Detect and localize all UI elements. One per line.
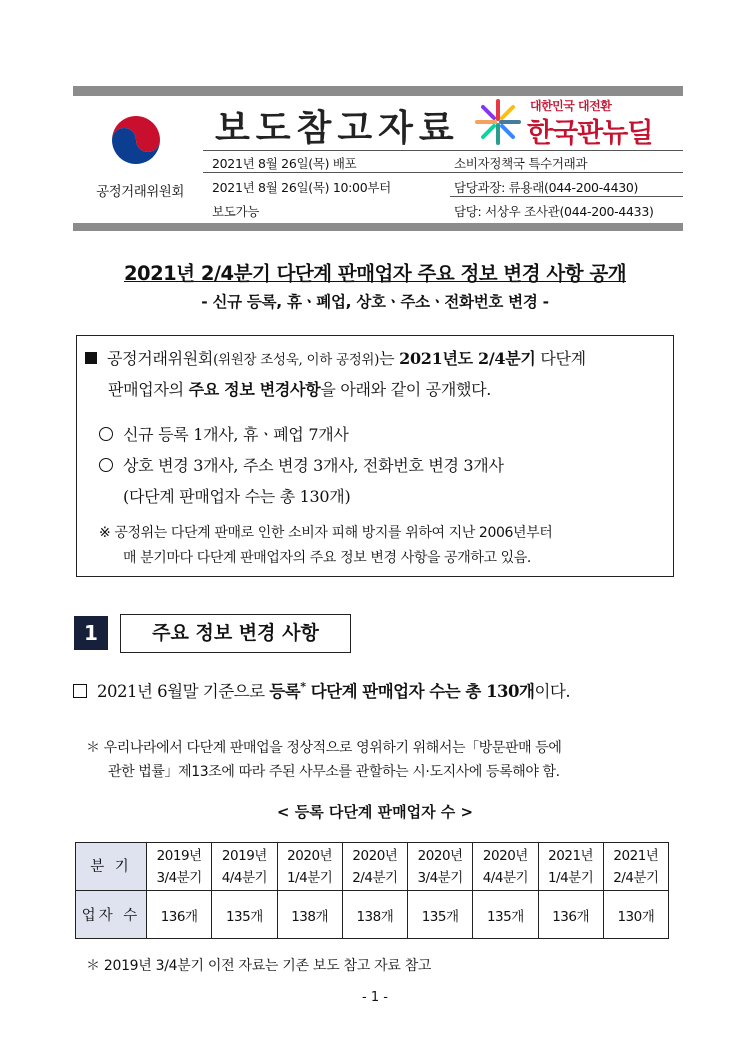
new-deal-logo [475,97,685,147]
column-header: 2020년 4/4분기 [473,843,538,891]
table-cell: 138개 [277,891,342,939]
section-note-line-1: ＊ 우리나라에서 다단계 판매업을 정상적으로 영위하기 위해서는「방문판매 등에 [86,740,562,756]
page-number: - 1 - [362,990,388,1005]
table-cell: 136개 [538,891,603,939]
embargo-time: 2021년 8월 26일(목) 10:00부터 [212,180,391,195]
column-header: 2020년 1/4분기 [277,843,342,891]
brand-slogan: 대한민국 대전환 [530,99,612,113]
table-header-row [76,843,669,891]
square-bullet-icon [85,352,97,364]
checkbox-bullet-icon [73,684,87,698]
manager-contact: 담당과장: 류용래(044-200-4430) [454,180,639,195]
column-header: 2019년 3/4분기 [147,843,212,891]
column-header: 2021년 1/4분기 [538,843,603,891]
table-footnote: ＊ 2019년 3/4분기 이전 자료는 기존 보도 참고 자료 참고 [86,958,432,974]
column-header: 2020년 2/4분기 [342,843,407,891]
table-cell: 135개 [473,891,538,939]
header-rule [203,150,683,151]
table-row [76,891,669,939]
registrants-table [75,842,669,939]
summary-bullet-1: 신규 등록 1개사, 휴ㆍ폐업 7개사 [99,422,349,445]
section-paragraph: 2021년 6월말 기준으로 등록* 다단계 판매업자 수는 총 130개이다. [73,678,570,702]
row-header-period: 분 기 [76,843,147,891]
table-cell: 135개 [408,891,473,939]
table-cell: 136개 [147,891,212,939]
column-header: 2021년 2/4분기 [603,843,668,891]
distribution-date: 2021년 8월 26일(목) 배포 [212,156,357,171]
org-name: 공정거래위원회 [96,184,184,200]
brand-name: 한국판뉴딜 [527,118,653,149]
circle-bullet-icon [99,458,113,472]
doc-type-title: 보도참고자료 [215,108,460,149]
circle-bullet-icon [99,427,113,441]
section-note-line-2: 관한 법률」제13조에 따라 주된 사무소를 관할하는 시·도지사에 등록해야 함. [108,764,560,780]
press-subtitle: - 신규 등록, 휴ㆍ폐업, 상호ㆍ주소ㆍ전화번호 변경 - [201,293,549,311]
table-caption: < 등록 다단계 판매업자 수 > [276,803,474,821]
column-header: 2019년 4/4분기 [212,843,277,891]
table-cell: 135개 [212,891,277,939]
department: 소비자정책국 특수거래과 [454,156,588,171]
summary-box [76,335,674,577]
staff-contact: 담당: 서상우 조사관(044-200-4433) [454,204,654,219]
summary-note-line-1: ※ 공정위는 다단계 판매로 인한 소비자 피해 방지를 위하여 지난 2006년부터 [99,525,553,541]
header-rule [203,172,683,173]
summary-bullet-3: (다단계 판매업자 수는 총 130개) [123,487,351,506]
table-cell: 130개 [603,891,668,939]
summary-bullet-2: 상호 변경 3개사, 주소 변경 3개사, 전화번호 변경 3개사 [99,453,504,476]
table-cell: 138개 [342,891,407,939]
ftc-emblem-icon [106,110,166,170]
header-top-rule [73,86,683,96]
header-bottom-rule [73,223,683,231]
header-rule [450,196,683,197]
summary-note-line-2: 매 분기마다 다단계 판매업자의 주요 정보 변경 사항을 공개하고 있음. [123,550,531,566]
row-header-count: 업자 수 [76,891,147,939]
new-deal-logo-icon [475,99,521,145]
summary-line-2: 판매업자의 주요 정보 변경사항을 아래와 같이 공개했다. [108,380,492,399]
press-title: 2021년 2/4분기 다단계 판매업자 주요 정보 변경 사항 공개 [123,262,627,285]
embargo-label: 보도가능 [212,204,260,219]
section-title: 주요 정보 변경 사항 [120,614,351,653]
column-header: 2020년 3/4분기 [408,843,473,891]
summary-line-1: 공정거래위원회(위원장 조성욱, 이하 공정위)는 2021년도 2/4분기 다단계 [85,346,586,369]
section-number: 1 [74,616,108,650]
